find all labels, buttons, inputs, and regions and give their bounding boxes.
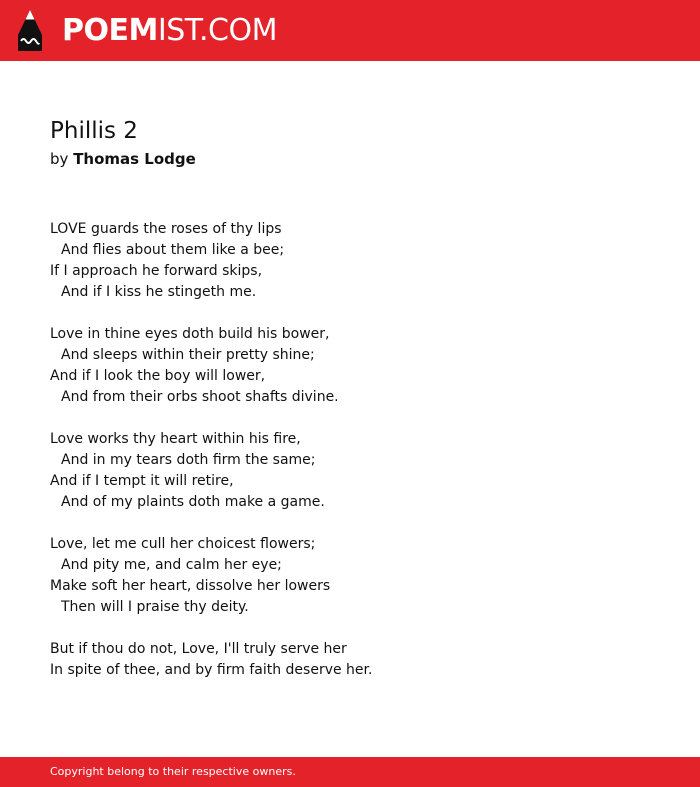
- site-logo[interactable]: [62, 12, 277, 50]
- poem-line: And if I tempt it will retire,: [50, 473, 234, 489]
- poem-stanza: [50, 639, 650, 681]
- poem-title: Phillis 2: [50, 118, 138, 144]
- poem-line: In spite of thee, and by firm faith deserve her.: [50, 662, 373, 678]
- poem-line: And in my tears doth firm the same;: [61, 452, 316, 468]
- site-footer: [0, 757, 700, 787]
- poem-author: Thomas Lodge: [73, 150, 196, 168]
- copyright-notice: Copyright belong to their respective owners.: [50, 765, 296, 778]
- poem-stanza: [50, 429, 650, 513]
- poem-stanza: [50, 219, 650, 303]
- poem-line: And flies about them like a bee;: [61, 242, 285, 258]
- poem-line: Make soft her heart, dissolve her lowers: [50, 578, 331, 594]
- logo-text-light: IST.COM: [157, 13, 277, 48]
- poem-line: Love in thine eyes doth build his bower,: [50, 326, 330, 342]
- poem-line: And if I kiss he stingeth me.: [61, 284, 257, 300]
- by-label: by: [50, 150, 69, 168]
- poem-line: Love works thy heart within his fire,: [50, 431, 301, 447]
- poem-line: Love, let me cull her choicest flowers;: [50, 536, 316, 552]
- site-header: [0, 0, 700, 61]
- poem-line: And of my plaints doth make a game.: [61, 494, 325, 510]
- poem-line: And if I look the boy will lower,: [50, 368, 266, 384]
- poem-line: And pity me, and calm her eye;: [61, 557, 282, 573]
- poem-line: If I approach he forward skips,: [50, 263, 263, 279]
- logo-text-bold: POEM: [62, 13, 158, 48]
- poem-body: [50, 219, 650, 681]
- poem-byline: [50, 149, 196, 169]
- poem-stanza: [50, 534, 650, 618]
- poem-line: And from their orbs shoot shafts divine.: [61, 389, 339, 405]
- poem-stanza: [50, 324, 650, 408]
- poem-line: Then will I praise thy deity.: [61, 599, 249, 615]
- poem-line: But if thou do not, Love, I'll truly serve her: [50, 641, 347, 657]
- poem-line: And sleeps within their pretty shine;: [61, 347, 315, 363]
- pencil-tip-icon[interactable]: [18, 10, 42, 51]
- poem-line: LOVE guards the roses of thy lips: [50, 221, 282, 237]
